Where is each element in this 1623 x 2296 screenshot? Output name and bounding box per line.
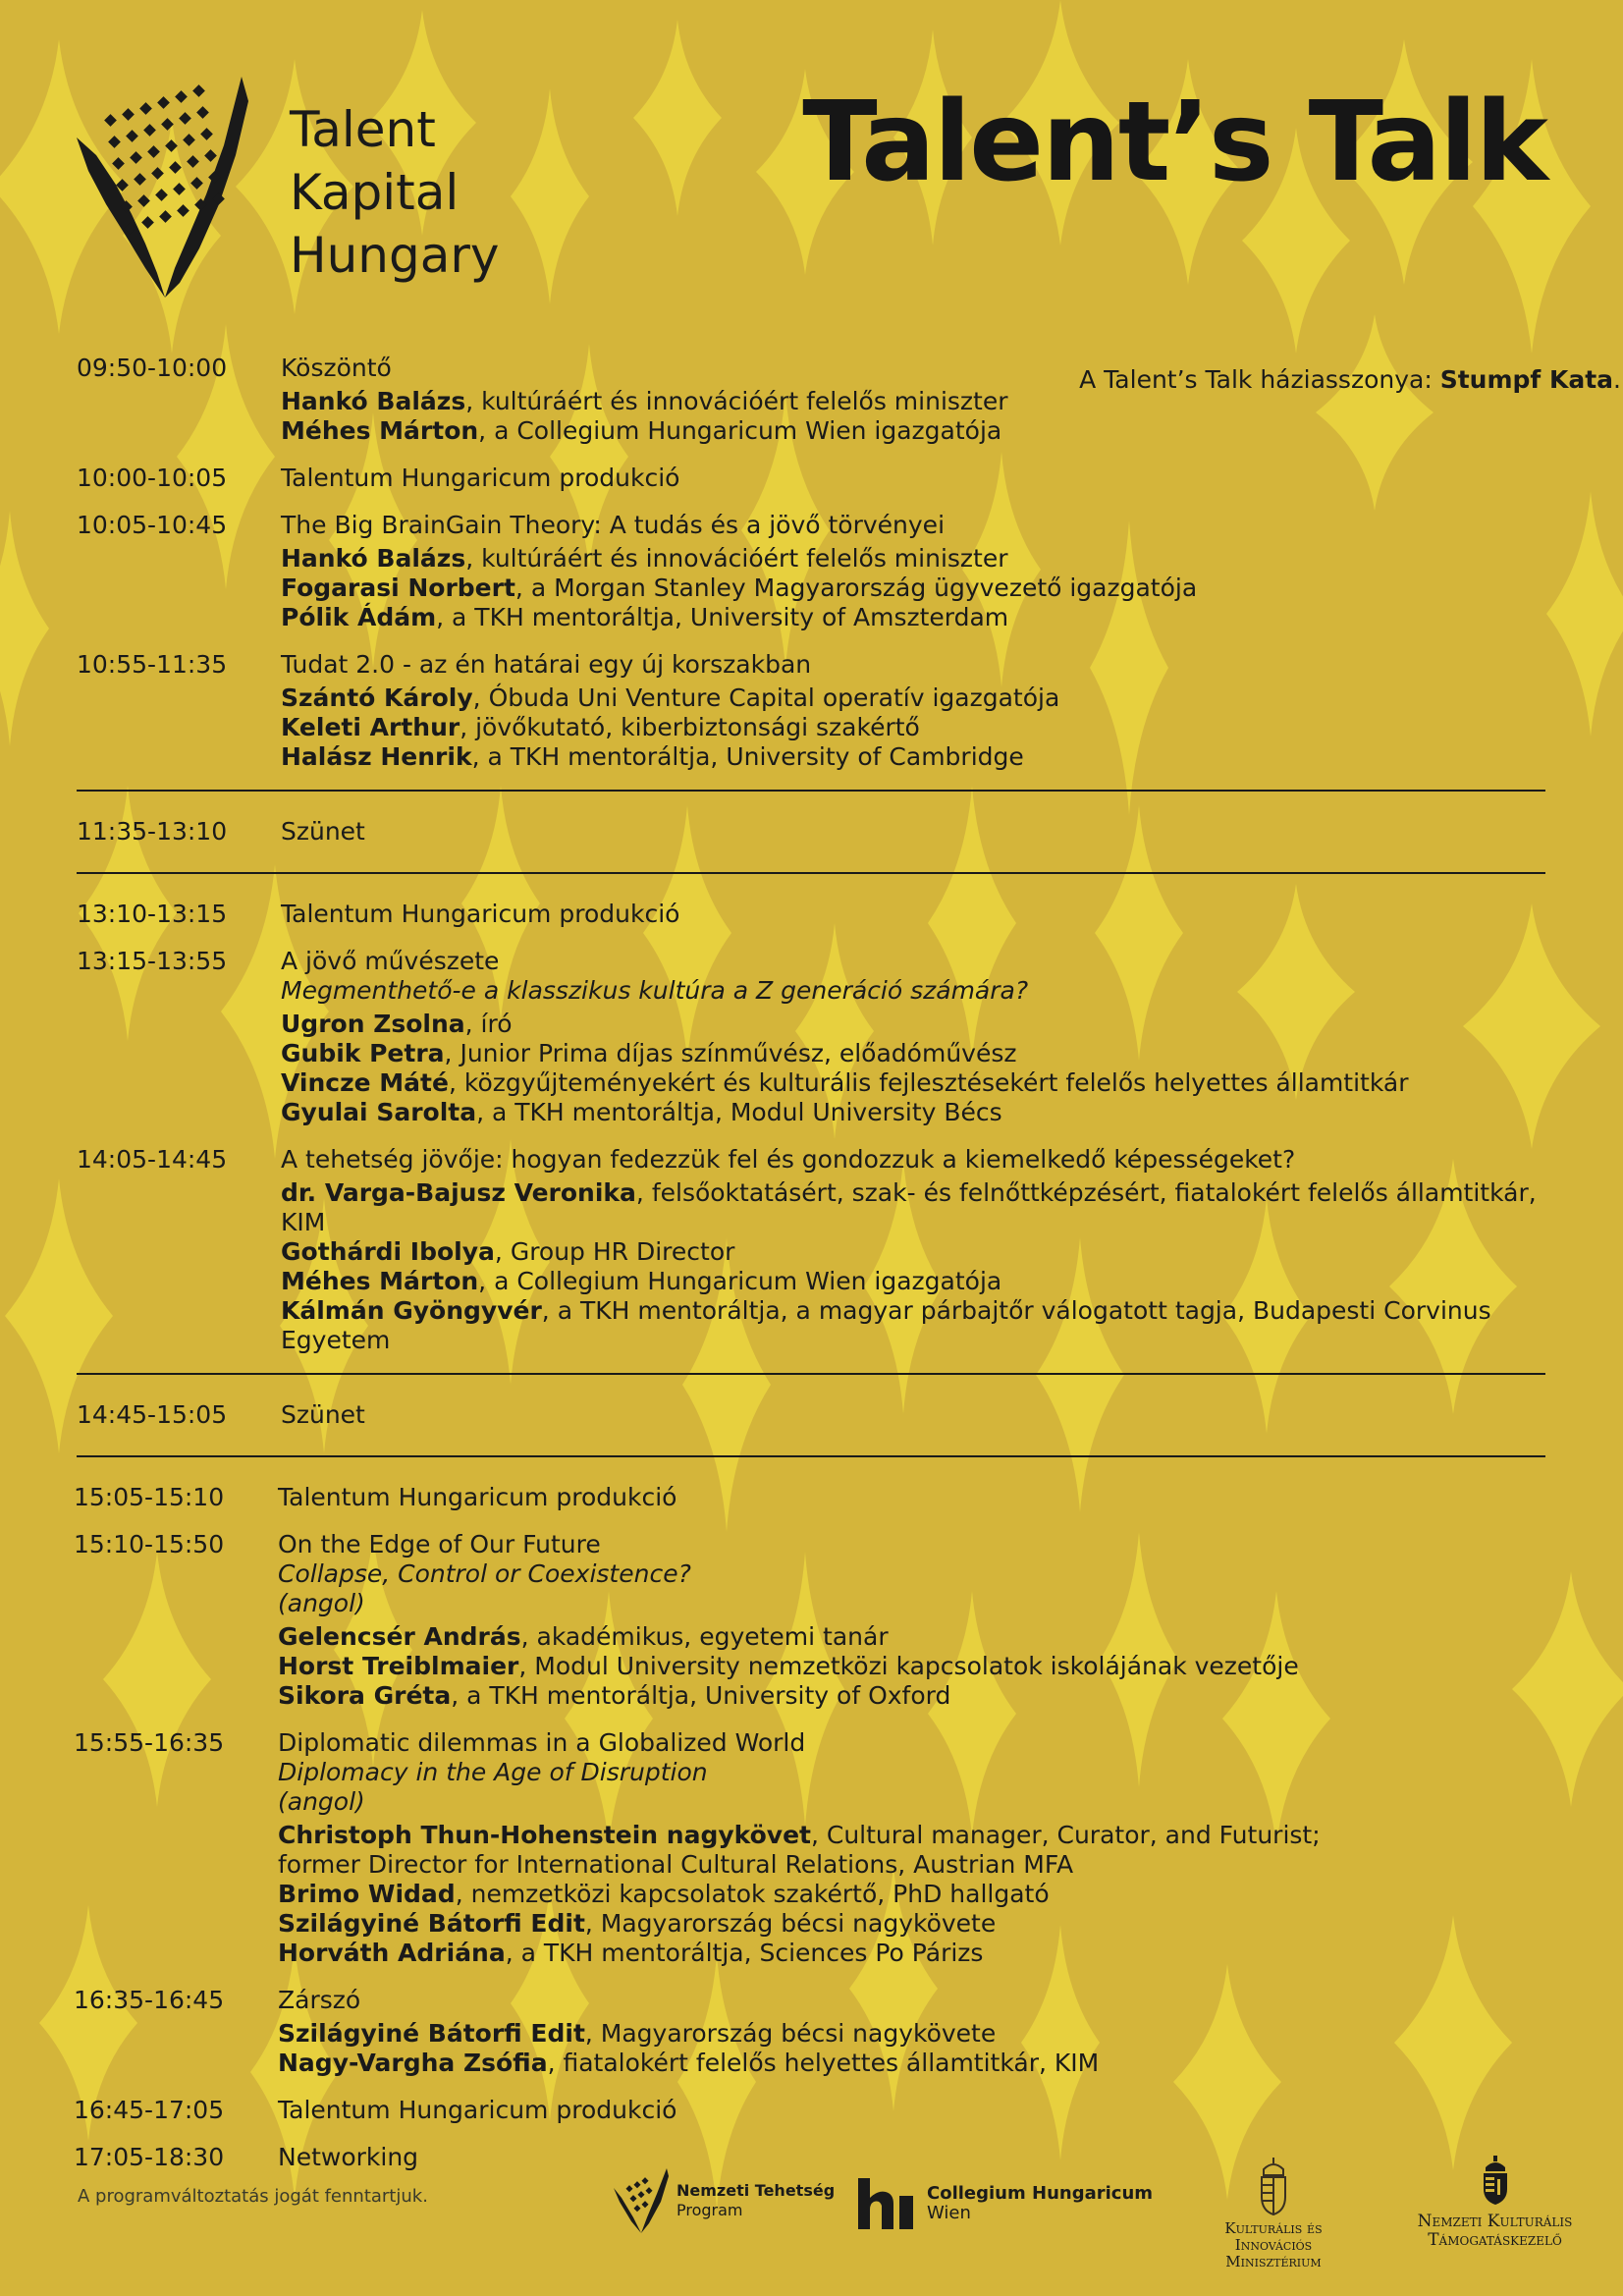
nkt-logo — [1404, 2156, 1586, 2250]
speaker-name: Vincze Máté — [281, 1068, 449, 1097]
agenda-session — [74, 1483, 1545, 1512]
speaker-line — [278, 1821, 1545, 1850]
session-time: 16:35-16:45 — [74, 1986, 225, 2014]
speaker-name: Nagy-Vargha Zsófia — [278, 2049, 548, 2077]
speaker-role: , Junior Prima díjas színművész, előadóművész — [444, 1039, 1017, 1067]
session-time: 17:05-18:30 — [74, 2143, 225, 2171]
kim-logo-line: Minisztérium — [1225, 2253, 1322, 2270]
agenda-session — [77, 650, 1545, 772]
session-body — [278, 1728, 1545, 1968]
speaker-line — [278, 1622, 1545, 1652]
speaker-role: , a TKH mentoráltja, University of Cambridge — [471, 742, 1024, 771]
speaker-name: Pólik Ádám — [281, 603, 437, 631]
session-title: Talentum Hungaricum produkció — [281, 900, 680, 928]
session-time: 10:00-10:05 — [77, 464, 228, 492]
speaker-line — [278, 1909, 1545, 1939]
session-time: 15:10-15:50 — [74, 1530, 225, 1558]
session-title: The Big BrainGain Theory: A tudás és a jövő törvényei — [281, 511, 946, 539]
session-title: Diplomatic dilemmas in a Globalized World — [278, 1728, 806, 1757]
session-language-note: (angol) — [278, 1589, 365, 1617]
speaker-name: Gyulai Sarolta — [281, 1098, 477, 1126]
speaker-name: Keleti Arthur — [281, 713, 460, 741]
divider-line — [77, 872, 1545, 874]
speaker-list — [281, 544, 1545, 632]
speaker-role: , kultúráért és innovációért felelős miniszter — [465, 387, 1008, 415]
speaker-line — [281, 1068, 1545, 1098]
agenda — [74, 354, 1545, 2190]
session-body — [278, 2096, 1545, 2125]
session-body — [281, 511, 1545, 632]
session-body — [281, 1400, 1545, 1430]
session-time: 15:55-16:35 — [74, 1728, 225, 1757]
speaker-line — [281, 387, 1545, 416]
agenda-session — [77, 900, 1545, 929]
speaker-line — [281, 1039, 1545, 1068]
speaker-role: , Óbuda Uni Venture Capital operatív igazgatója — [472, 683, 1060, 712]
kim-logo — [1190, 2156, 1357, 2270]
session-time: 10:55-11:35 — [77, 650, 228, 679]
speaker-role: , nemzetközi kapcsolatok szakértő, PhD hallgató — [455, 1880, 1050, 1908]
divider-line — [77, 790, 1545, 792]
page-title: Talent’s Talk — [802, 79, 1546, 206]
session-time: 13:10-13:15 — [77, 900, 228, 928]
speaker-line — [278, 2049, 1545, 2078]
speaker-name: Szilágyiné Bátorfi Edit — [278, 2019, 585, 2048]
session-time: 14:45-15:05 — [77, 1400, 228, 1429]
speaker-role: , fiatalokért felelős helyettes államtitkár, KIM — [547, 2049, 1100, 2077]
speaker-role: , Modul University nemzetközi kapcsolatok iskolájának vezetője — [518, 1652, 1299, 1680]
speaker-name: Szántó Károly — [281, 683, 473, 712]
speaker-role: , a Collegium Hungaricum Wien igazgatója — [478, 416, 1002, 445]
speaker-role: , a TKH mentoráltja, Sciences Po Párizs — [505, 1939, 984, 1967]
divider-line — [77, 1373, 1545, 1375]
org-name-line: Talent — [290, 101, 436, 158]
speaker-line — [281, 574, 1545, 603]
session-title: Szünet — [281, 1400, 365, 1429]
talent-kapital-logo-icon — [77, 77, 253, 302]
speaker-name: Halász Henrik — [281, 742, 472, 771]
background-diamond — [0, 511, 49, 746]
session-time: 15:05-15:10 — [74, 1483, 225, 1511]
session-subtitle: Collapse, Control or Coexistence? — [278, 1559, 691, 1588]
speaker-line — [281, 416, 1545, 446]
speaker-name: Hankó Balázs — [281, 387, 466, 415]
session-language-note: (angol) — [278, 1787, 365, 1816]
session-time: 09:50-10:00 — [77, 354, 228, 382]
agenda-session — [74, 1986, 1545, 2078]
session-time: 11:35-13:10 — [77, 817, 228, 846]
host-suffix: . — [1613, 365, 1621, 394]
agenda-session — [74, 1530, 1545, 1711]
speaker-name: Kálmán Gyöngyvér — [281, 1296, 542, 1325]
background-diamond — [633, 20, 722, 216]
agenda-session — [77, 1145, 1545, 1355]
speaker-line — [281, 1237, 1545, 1267]
kim-logo-line: Kulturális és Innovációs — [1224, 2219, 1323, 2254]
speaker-list — [281, 1010, 1545, 1127]
speaker-list — [278, 1622, 1545, 1711]
session-subtitle: Megmenthető-e a klasszikus kultúra a Z generáció számára? — [281, 976, 1029, 1005]
speaker-name: Brimo Widad — [278, 1880, 456, 1908]
speaker-role: , író — [464, 1010, 513, 1038]
agenda-session — [77, 464, 1545, 493]
hungarian-coat-of-arms-icon — [1481, 2156, 1510, 2207]
speaker-list — [278, 2019, 1545, 2078]
speaker-role: , Group HR Director — [494, 1237, 735, 1266]
speaker-role: , Cultural manager, Curator, and Futurist; — [810, 1821, 1321, 1849]
speaker-line — [281, 544, 1545, 574]
speaker-line — [281, 1098, 1545, 1127]
collegium-hungaricum-icon — [856, 2178, 917, 2229]
speaker-line — [278, 1939, 1545, 1968]
speaker-role: , a Morgan Stanley Magyarország ügyvezető igazgatója — [514, 574, 1198, 602]
host-prefix: A Talent’s Talk háziasszonya: — [1079, 365, 1440, 394]
background-diamond — [511, 88, 589, 304]
speaker-name: dr. Varga-Bajusz Veronika — [281, 1178, 636, 1207]
session-time: 16:45-17:05 — [74, 2096, 225, 2124]
session-title: Networking — [278, 2143, 419, 2171]
speaker-line — [281, 1296, 1545, 1355]
background-diamond — [1546, 491, 1623, 737]
speaker-list — [281, 387, 1545, 446]
speaker-name: Christoph Thun-Hohenstein nagykövet — [278, 1821, 811, 1849]
ntp-logo-line: Program — [676, 2201, 743, 2219]
session-subtitle: Diplomacy in the Age of Disruption — [278, 1758, 708, 1786]
speaker-name: Gothárdi Ibolya — [281, 1237, 495, 1266]
session-body — [281, 650, 1545, 772]
org-name-line: Hungary — [290, 227, 500, 284]
speaker-line — [281, 1178, 1545, 1237]
speaker-line — [278, 1880, 1545, 1909]
speaker-line — [278, 1681, 1545, 1711]
hungarian-coat-of-arms-icon — [1258, 2156, 1289, 2216]
session-title: Szünet — [281, 817, 365, 846]
session-body — [281, 354, 1545, 446]
speaker-line — [278, 1652, 1545, 1681]
speaker-role: , a Collegium Hungaricum Wien igazgatója — [478, 1267, 1002, 1295]
session-body — [278, 1530, 1545, 1711]
nkt-logo-line: Támogatáskezelő — [1428, 2230, 1562, 2250]
session-time: 13:15-13:55 — [77, 947, 228, 975]
session-title: A tehetség jövője: hogyan fedezzük fel és gondozzuk a kiemelkedő képességeket? — [281, 1145, 1296, 1174]
agenda-session — [77, 1400, 1545, 1430]
speaker-name: Sikora Gréta — [278, 1681, 452, 1710]
speaker-line — [278, 1850, 1545, 1880]
speaker-name: Gubik Petra — [281, 1039, 445, 1067]
speaker-name: Hankó Balázs — [281, 544, 466, 573]
speaker-line — [281, 683, 1545, 713]
session-time: 14:05-14:45 — [77, 1145, 228, 1174]
speaker-name: Méhes Márton — [281, 1267, 479, 1295]
collegium-hungaricum-logo — [856, 2178, 1153, 2229]
session-body — [281, 464, 1545, 493]
session-body — [281, 900, 1545, 929]
session-body — [278, 1986, 1545, 2078]
speaker-line — [281, 1267, 1545, 1296]
org-name-line: Kapital — [290, 164, 460, 221]
session-body — [278, 1483, 1545, 1512]
speaker-role: , a TKH mentoráltja, Modul University Bécs — [476, 1098, 1002, 1126]
speaker-role: , Magyarország bécsi nagykövete — [584, 2019, 997, 2048]
speaker-role: , a TKH mentoráltja, University of Oxford — [451, 1681, 951, 1710]
speaker-role: , a TKH mentoráltja, a magyar párbajtőr válogatott tagja, Budapesti Corvinus Egyetem — [281, 1296, 1491, 1354]
speaker-name: Horváth Adriána — [278, 1939, 506, 1967]
footer-note: A programváltoztatás jogát fenntartjuk. — [78, 2186, 428, 2207]
session-body — [281, 1145, 1545, 1355]
speaker-role: , kultúráért és innovációért felelős miniszter — [465, 544, 1008, 573]
speaker-role: , jövőkutató, kiberbiztonsági szakértő — [460, 713, 920, 741]
session-title: Köszöntő — [281, 354, 392, 382]
speaker-name: Méhes Márton — [281, 416, 479, 445]
speaker-role: , felsőoktatásért, szak- és felnőttképzésért, fiatalokért felelős államtitkár, KIM — [281, 1178, 1537, 1236]
speaker-line — [281, 603, 1545, 632]
speaker-name: Horst Treiblmaier — [278, 1652, 519, 1680]
speaker-role: , a TKH mentoráltja, University of Amszterdam — [436, 603, 1009, 631]
speaker-name: Gelencsér András — [278, 1622, 521, 1651]
agenda-session — [77, 354, 1545, 446]
ch-logo-line: Wien — [927, 2203, 971, 2223]
session-title: Zárszó — [278, 1986, 361, 2014]
ch-logo-line: Collegium Hungaricum — [927, 2183, 1154, 2204]
session-title: A jövő művészete — [281, 947, 500, 975]
speaker-list — [281, 683, 1545, 772]
speaker-name: Szilágyiné Bátorfi Edit — [278, 1909, 585, 1938]
session-title: Talentum Hungaricum produkció — [278, 1483, 677, 1511]
nkt-logo-line: Nemzeti Kulturális — [1417, 2212, 1573, 2231]
session-body — [281, 817, 1545, 847]
speaker-role: former Director for International Cultural Relations, Austrian MFA — [278, 1850, 1074, 1879]
session-time: 10:05-10:45 — [77, 511, 228, 539]
divider-line — [77, 1455, 1545, 1457]
speaker-role: , akadémikus, egyetemi tanár — [520, 1622, 889, 1651]
agenda-session — [77, 817, 1545, 847]
ntp-logo-icon — [614, 2168, 669, 2233]
speaker-line — [281, 713, 1545, 742]
agenda-session — [77, 947, 1545, 1127]
agenda-session — [74, 1728, 1545, 1968]
speaker-name: Ugron Zsolna — [281, 1010, 465, 1038]
speaker-list — [278, 1821, 1545, 1968]
agenda-session — [77, 511, 1545, 632]
session-title: Talentum Hungaricum produkció — [278, 2096, 677, 2124]
speaker-name: Fogarasi Norbert — [281, 574, 515, 602]
speaker-list — [281, 1178, 1545, 1355]
speaker-role: , közgyűjteményekért és kulturális fejlesztésekért felelős helyettes államtitkár — [448, 1068, 1409, 1097]
ntp-logo — [614, 2168, 835, 2233]
org-name — [290, 98, 500, 287]
host-name: Stumpf Kata — [1439, 365, 1614, 394]
ntp-logo-line: Nemzeti Tehetség — [676, 2181, 836, 2200]
session-body — [281, 947, 1545, 1127]
session-title: Talentum Hungaricum produkció — [281, 464, 680, 492]
agenda-session — [74, 2096, 1545, 2125]
speaker-line — [278, 2019, 1545, 2049]
session-title: Tudat 2.0 - az én határai egy új korszakban — [281, 650, 812, 679]
speaker-line — [281, 1010, 1545, 1039]
speaker-line — [281, 742, 1545, 772]
speaker-role: , Magyarország bécsi nagykövete — [584, 1909, 997, 1938]
session-title: On the Edge of Our Future — [278, 1530, 601, 1558]
